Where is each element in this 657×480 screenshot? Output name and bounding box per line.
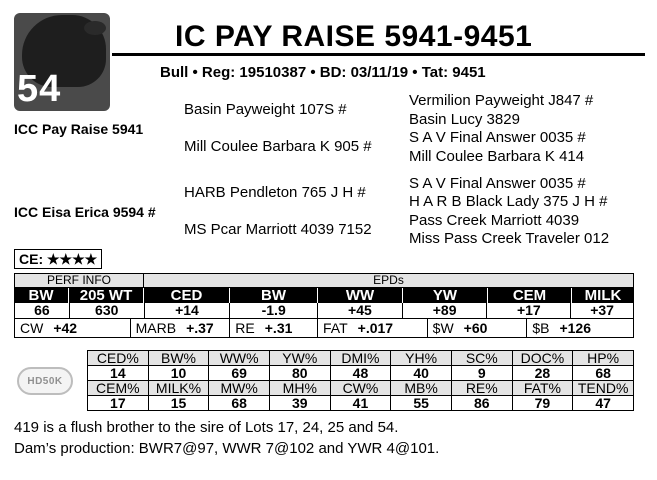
pct-label: CW% xyxy=(330,381,391,396)
pct-label: RE% xyxy=(451,381,512,396)
pct-value: 28 xyxy=(512,366,573,381)
pct-label: CED% xyxy=(88,351,149,366)
pct-value: 39 xyxy=(269,396,330,411)
pct-value: 9 xyxy=(451,366,512,381)
pct-value: 55 xyxy=(391,396,452,411)
pct-label: TEND% xyxy=(573,381,634,396)
val-bw-actual: 66 xyxy=(15,303,70,318)
pct-label: MH% xyxy=(269,381,330,396)
pct-label: MILK% xyxy=(148,381,209,396)
pedigree-dam: ICC Eisa Erica 9594 # xyxy=(14,204,156,220)
col-ww: WW xyxy=(318,288,403,303)
col-205wt: 205 WT xyxy=(69,288,144,303)
percentile-label-row-1 xyxy=(88,351,634,366)
pct-value: 41 xyxy=(330,396,391,411)
index-w-dollar: $W +60 xyxy=(428,319,528,337)
pct-value: 68 xyxy=(209,396,270,411)
registration-line: Bull • Reg: 19510387 • BD: 03/11/19 • Tat: 9451 xyxy=(160,64,486,81)
pedigree-sire-dam-dam: Mill Coulee Barbara K 414 xyxy=(409,148,585,165)
pct-value: 15 xyxy=(148,396,209,411)
pedigree-dam-sire-sire: S A V Final Answer 0035 # xyxy=(409,175,586,192)
percentile-value-row-2 xyxy=(88,396,634,411)
calving-ease-rating: CE: ★★★★ xyxy=(14,249,102,269)
pedigree-sire-sire: Basin Payweight 107S # xyxy=(184,101,347,118)
pedigree-dam-dam-dam: Miss Pass Creek Traveler 012 xyxy=(409,230,610,247)
pct-label: SC% xyxy=(451,351,512,366)
pct-value: 10 xyxy=(148,366,209,381)
percentile-label-row-2 xyxy=(88,381,634,396)
index-re: RE +.31 xyxy=(230,319,318,337)
lot-photo xyxy=(14,13,110,111)
col-bw-epd: BW xyxy=(230,288,318,303)
val-205wt: 630 xyxy=(70,303,145,318)
pct-label: YH% xyxy=(391,351,452,366)
note-dam-production: Dam’s production: BWR7@97, WWR 7@102 and YWR 4@101. xyxy=(14,440,440,457)
pct-value: 14 xyxy=(88,366,149,381)
epd-values xyxy=(14,303,634,319)
pct-value: 69 xyxy=(209,366,270,381)
pedigree-sire-sire-sire: Vermilion Payweight J847 # xyxy=(409,92,594,109)
percentile-table xyxy=(87,350,634,411)
bull-ear-image xyxy=(84,21,106,35)
pct-value: 86 xyxy=(451,396,512,411)
perf-info-header: PERF INFO xyxy=(14,273,144,288)
epd-index-row xyxy=(14,319,634,338)
col-milk: MILK xyxy=(584,287,622,304)
pct-label: DOC% xyxy=(512,351,573,366)
note-flush-brother: 419 is a flush brother to the sire of Lots 17, 24, 25 and 54. xyxy=(14,419,399,436)
epd-table xyxy=(14,273,634,338)
pct-value: 40 xyxy=(391,366,452,381)
index-fat: FAT +.017 xyxy=(318,319,428,337)
val-cem: +17 xyxy=(487,303,571,318)
pct-label: FAT% xyxy=(512,381,573,396)
pct-value: 17 xyxy=(88,396,149,411)
pct-value: 48 xyxy=(330,366,391,381)
pct-label: DMI% xyxy=(330,351,391,366)
lot-number: 54 xyxy=(17,68,62,110)
index-b-dollar: $B +126 xyxy=(532,320,591,336)
col-cem: CEM xyxy=(488,288,572,303)
epd-header-row xyxy=(14,273,634,288)
val-ced: +14 xyxy=(145,303,231,318)
pct-label: HP% xyxy=(573,351,634,366)
col-yw: YW xyxy=(403,288,488,303)
pedigree-dam-dam-sire: Pass Creek Marriott 4039 xyxy=(409,212,580,229)
pedigree-sire-dam: Mill Coulee Barbara K 905 # xyxy=(184,138,372,155)
hd50k-badge: HD50K xyxy=(17,367,73,395)
title-rule xyxy=(112,53,645,56)
pct-value: 79 xyxy=(512,396,573,411)
pedigree-sire-sire-dam: Basin Lucy 3829 xyxy=(409,111,520,128)
percentile-value-row-1 xyxy=(88,366,634,381)
pct-value: 80 xyxy=(269,366,330,381)
pedigree-sire-dam-sire: S A V Final Answer 0035 # xyxy=(409,129,586,146)
col-bw-actual: BW xyxy=(14,288,69,303)
pct-value: 68 xyxy=(573,366,634,381)
epds-header: EPDs xyxy=(144,273,634,288)
index-marb: MARB +.37 xyxy=(131,319,231,337)
page-title: IC PAY RAISE 5941-9451 xyxy=(175,20,533,53)
pedigree-sire: ICC Pay Raise 5941 xyxy=(14,121,144,137)
pedigree-dam-sire-dam: H A R B Black Lady 375 J H # xyxy=(409,193,608,210)
pedigree-dam-sire: HARB Pendleton 765 J H # xyxy=(184,184,366,201)
pct-label: MB% xyxy=(391,381,452,396)
epd-column-names xyxy=(14,288,634,303)
val-ww: +45 xyxy=(318,303,403,318)
val-milk: +37 xyxy=(590,302,614,318)
pct-label: BW% xyxy=(148,351,209,366)
pct-label: YW% xyxy=(269,351,330,366)
pedigree-dam-dam: MS Pcar Marriott 4039 7152 xyxy=(184,221,372,238)
pct-label: WW% xyxy=(209,351,270,366)
pct-label: MW% xyxy=(209,381,270,396)
pct-label: CEM% xyxy=(88,381,149,396)
index-cw: CW +42 xyxy=(15,319,131,337)
col-ced: CED xyxy=(144,288,230,303)
pct-value: 47 xyxy=(573,396,634,411)
val-yw: +89 xyxy=(403,303,488,318)
val-bw-epd: -1.9 xyxy=(230,303,318,318)
